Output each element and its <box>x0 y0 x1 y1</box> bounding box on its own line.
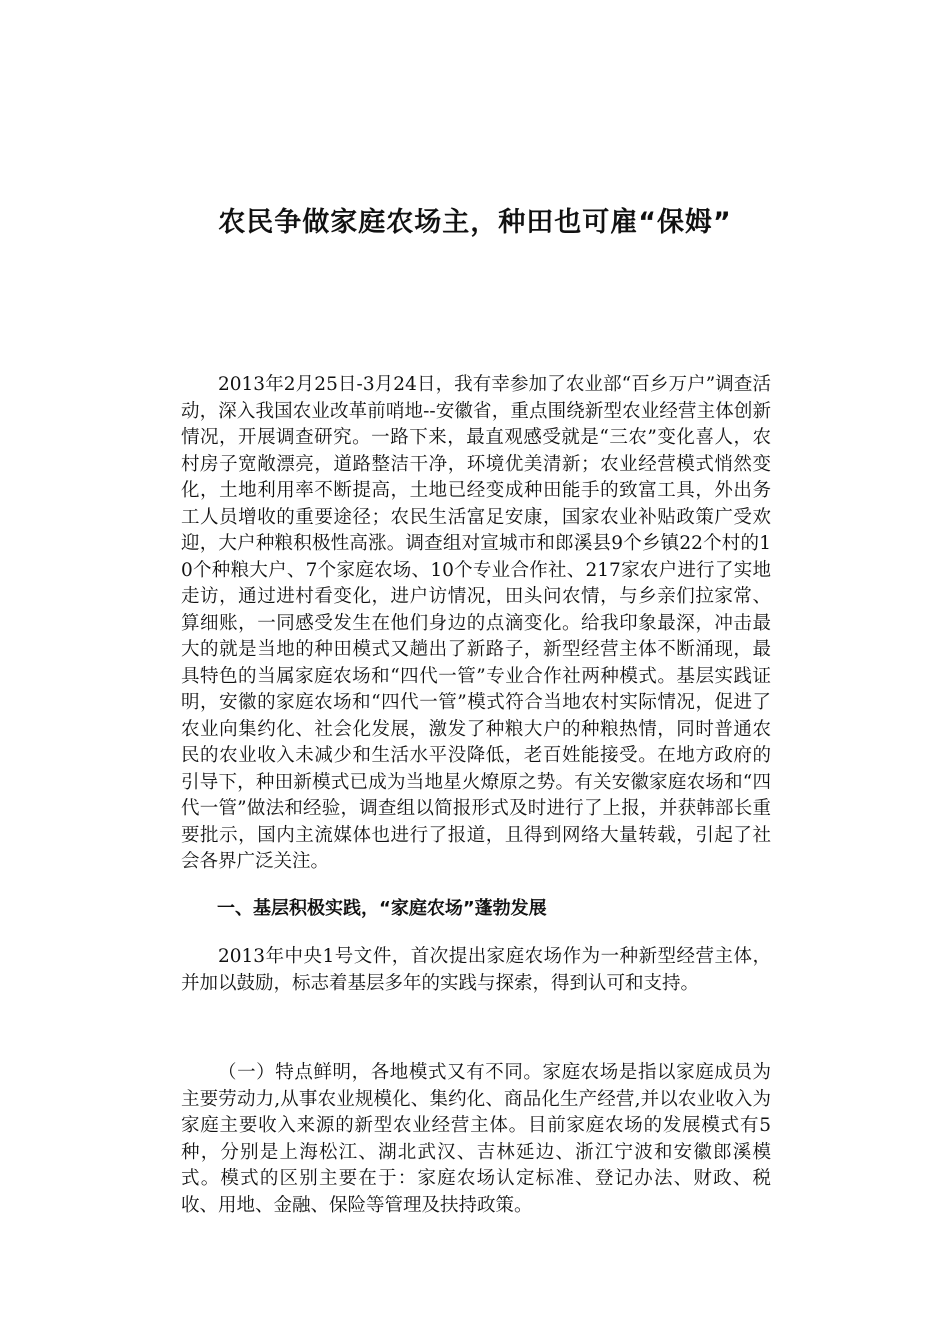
intro-paragraph: 2013年2月25日-3月24日，我有幸参加了农业部“百乡万户”调查活动，深入我国农业改革前哨地--安徽省，重点围绕新型农业经营主体创新情况，开展调查研究。一路下来，最直观感受就是“三农”变化喜人，农村房子宽敞漂亮，道路整洁干净，环境优美清新；农业经营模式悄然变化，土地利用率不断提高，土地已经变成种田能手的致富工具，外出务工人员增收的重要途径；农民生活富足安康，国家农业补贴政策广受欢迎，大户种粮积极性高涨。调查组对宣城市和郎溪县9个乡镇22个村的10个种粮大户、7个家庭农场、10个专业合作社、217家农户进行了实地走访，通过进村看变化，进户访情况，田头问农情，与乡亲们拉家常、算细账，一同感受发生在他们身边的点滴变化。给我印象最深，冲击最大的就是当地的种田模式又趟出了新路子，新型经营主体不断涌现，最具特色的当属家庭农场和“四代一管”专业合作社两种模式。基层实践证明，安徽的家庭农场和“四代一管”模式符合当地农村实际情况，促进了农业向集约化、社会化发展，激发了种粮大户的种粮热情，同时普通农民的农业收入未减少和生活水平没降低，老百姓能接受。在地方政府的引导下，种田新模式已成为当地星火燎原之势。有关安徽家庭农场和“四代一管”做法和经验，调查组以简报形式及时进行了上报，并获韩部长重要批示，国内主流媒体也进行了报道，且得到网络大量转载，引起了社会各界广泛关注。 <box>181 374 771 872</box>
paragraph-block-2 <box>181 944 771 997</box>
section-heading-block <box>181 896 771 922</box>
document-title: 农民争做家庭农场主，种田也可雇“保姆” <box>218 207 732 238</box>
section-heading: 一、基层积极实践，“家庭农场”蓬勃发展 <box>217 898 547 919</box>
paragraph-block-3 <box>181 1060 771 1219</box>
body-paragraph: 2013年中央1号文件，首次提出家庭农场作为一种新型经营主体，并加以鼓励，标志着基层多年的实践与探索，得到认可和支持。 <box>181 946 771 994</box>
intro-paragraph-block <box>181 372 771 876</box>
body-paragraph: （一）特点鲜明，各地模式又有不同。家庭农场是指以家庭成员为主要劳动力,从事农业规模化、集约化、商品化生产经营,并以农业收入为家庭主要收入来源的新型农业经营主体。目前家庭农场的发展模式有5种，分别是上海松江、湖北武汉、吉林延边、浙江宁波和安徽郎溪模式。模式的区别主要在于：家庭农场认定标准、登记办法、财政、税收、用地、金融、保险等管理及扶持政策。 <box>181 1062 771 1216</box>
